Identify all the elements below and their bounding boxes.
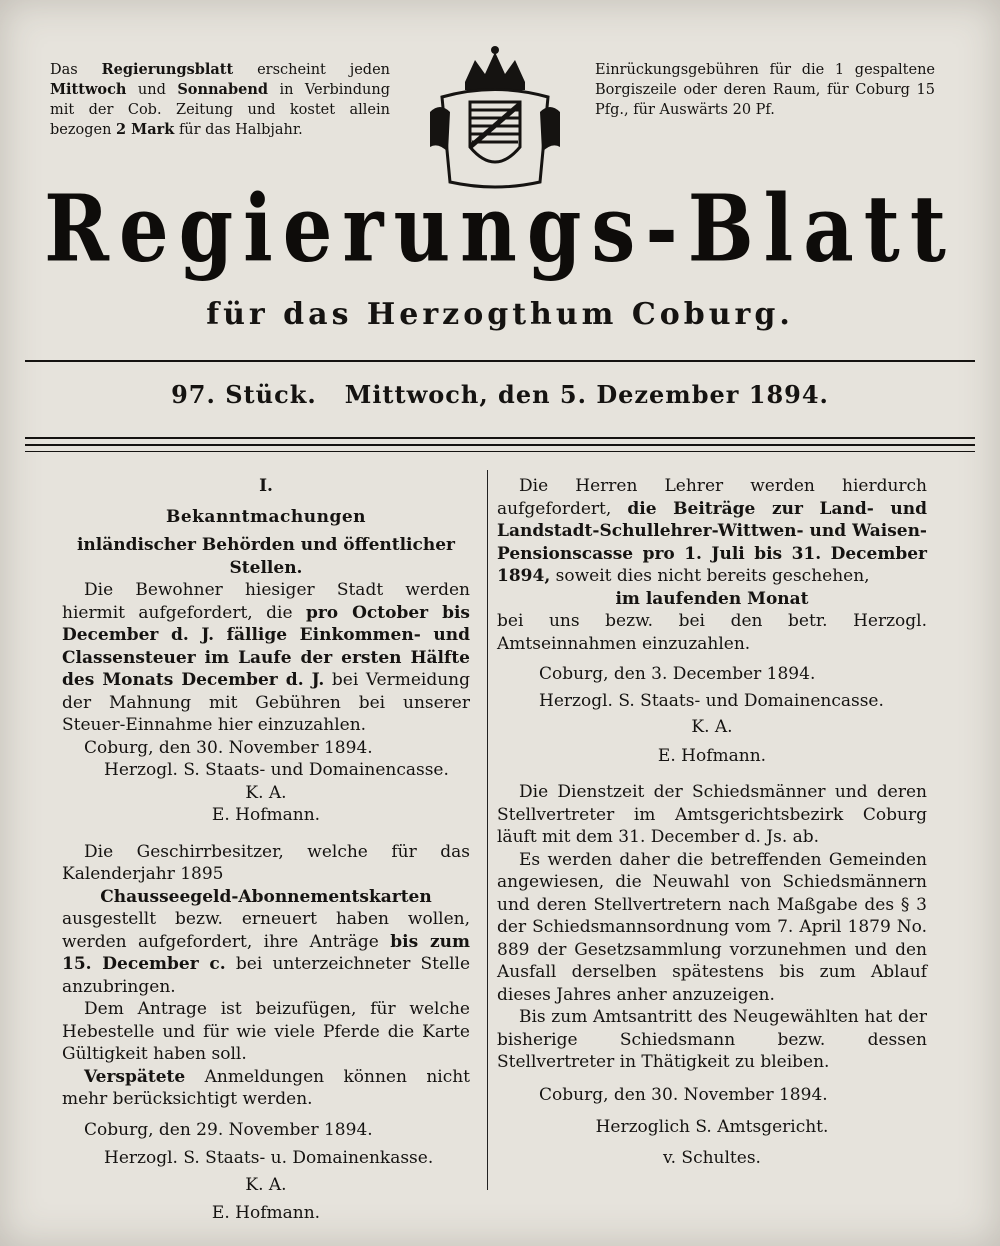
ducal-crest-icon — [420, 42, 570, 192]
notice-arbitrators-date: Coburg, den 30. November 1894. — [539, 1084, 828, 1105]
notice-toll-date: Coburg, den 29. November 1894. — [84, 1119, 373, 1140]
notice-arbitrators-text-2: Es werden daher die betreffenden Gemeinden angewiesen, die Neuwahl von Schiedsmännern und deren Stellvertretern nach Maßgabe des § 3 der Schiedsmannsordnung vom 7. April 1879 No. 889 der Gesetzsammlung vorzunehmen und den Ausfall derselben spätestens bis zum Ablauf dieses Jahres anher anzuzeigen. — [497, 849, 927, 1005]
subscription-info — [50, 60, 390, 140]
notice-teachers-body — [497, 475, 927, 588]
header-left-text-7: in Verbindung mit der Cob. Zeitung und kostet allein bezogen — [50, 82, 390, 138]
notice-toll-body — [62, 841, 470, 886]
notice-teachers-abbr: K. A. — [691, 717, 733, 737]
notice-teachers-text-2: die Beiträge zur Land- und Landstadt-Schullehrer-Wittwen- und Waisen-Pensionscasse pro 1. Juli bis 31. December 1894, — [497, 498, 928, 586]
divider-rule — [25, 444, 975, 446]
notice-toll-signature: E. Hofmann. — [211, 1203, 321, 1223]
notice-toll-abbr: K. A. — [245, 1174, 287, 1195]
header-left-text-8: 2 Mark — [116, 121, 175, 138]
notice-tax-office: Herzogl. S. Staats- und Domainencasse. — [104, 760, 449, 780]
header-left-text-9: für das Halbjahr. — [178, 122, 303, 138]
notice-toll-text-5: bei unterzeichneter Stelle anzubringen. — [62, 954, 471, 997]
notice-tax-body — [62, 579, 470, 737]
spacer — [62, 827, 470, 841]
header-left-text-4: Mittwoch — [50, 81, 127, 98]
notice-toll-text-7: Verspätete — [84, 1066, 186, 1087]
notice-teachers-emphasis: im laufenden Monat — [615, 588, 809, 609]
notice-toll-text-3: ausgestellt bezw. erneuert haben wollen, werden aufgefordert, ihre Anträge — [62, 909, 470, 952]
notice-toll-text-1: Die Geschirrbesitzer, welche für das Kalenderjahr 1895 — [62, 841, 470, 884]
notice-toll-late — [62, 1066, 470, 1111]
notice-tax-text-1: Die Bewohner hiesiger Stadt werden hiermit aufgefordert, die — [62, 580, 470, 623]
notice-teachers-office: Herzogl. S. Staats- und Domainencasse. — [539, 690, 884, 711]
notice-toll-text-8: Anmeldungen können nicht mehr berücksichtigt werden. — [62, 1066, 471, 1109]
notice-tax-signature: E. Hofmann. — [211, 805, 321, 825]
header-left-text-5: und — [137, 82, 166, 98]
section-number: I. — [259, 476, 273, 496]
notice-teachers-date: Coburg, den 3. December 1894. — [539, 664, 816, 684]
divider-rule — [25, 360, 975, 362]
spacer — [497, 767, 927, 781]
notice-tax-text-2: pro October bis December d. J. fällige Einkommen- und Classensteuer im Laufe der ersten Hälfte des Monats December d. J. — [62, 602, 470, 690]
notice-arbitrators-signature: v. Schultes. — [663, 1147, 761, 1168]
header-left-text-3: erscheint jeden — [257, 62, 390, 78]
notice-teachers-text-5: bei uns bezw. bei den betr. Herzogl. Amtseinnahmen einzuzahlen. — [497, 611, 927, 654]
header-left-text-2: Regierungsblatt — [101, 61, 234, 78]
notice-arbitrators-text-1: Die Dienstzeit der Schiedsmänner und deren Stellvertreter im Amtsgerichtsbezirk Coburg läuft mit dem 31. December d. Js. ab. — [497, 782, 927, 847]
notice-teachers-text-1: Die Herren Lehrer werden hierdurch aufgefordert, — [497, 476, 927, 519]
notice-teachers-signature: E. Hofmann. — [657, 745, 767, 766]
advertising-rates — [595, 60, 935, 120]
notice-toll-heading: Chausseegeld-Abonnementskarten — [100, 886, 432, 907]
notice-tax-abbr: K. A. — [245, 782, 287, 803]
header-right-text: Einrückungsgebühren für die 1 gespaltene Borgiszeile oder deren Raum, für Coburg 15 Pfg., für Auswärts 20 Pf. — [595, 62, 935, 118]
divider-rule — [25, 437, 975, 439]
notice-arbitrators-text-3: Bis zum Amtsantritt des Neugewählten hat der bisherige Schiedsmann bezw. dessen Stellvertreter in Thätigkeit zu bleiben. — [497, 1007, 927, 1072]
right-column — [497, 475, 927, 1169]
masthead-title: Regierungs-Blatt — [44, 175, 956, 284]
header-left-text-1: Das — [50, 62, 78, 78]
notice-teachers-text-3: soweit dies nicht bereits geschehen, — [555, 566, 870, 586]
column-divider — [487, 470, 488, 1190]
notice-tax-date: Coburg, den 30. November 1894. — [84, 737, 373, 758]
notice-tax-text-3: bei Vermeidung der Mahnung mit Gebühren bei unserer Steuer-Einnahme hier einzuzahlen. — [62, 670, 471, 735]
notice-toll-body-2 — [62, 908, 470, 998]
masthead-subtitle: für das Herzogthum Coburg. — [206, 297, 794, 332]
notice-arbitrators-office: Herzoglich S. Amtsgericht. — [595, 1117, 829, 1137]
notice-toll-office: Herzogl. S. Staats- u. Domainenkasse. — [104, 1148, 434, 1168]
left-column — [62, 475, 470, 1225]
issue-line: 97. Stück. Mittwoch, den 5. Dezember 1894. — [171, 380, 829, 409]
section-heading: Bekanntmachungen — [165, 506, 367, 527]
header-left-text-6: Sonnabend — [177, 81, 268, 98]
notice-toll-text-6: Dem Antrage ist beizufügen, für welche Hebestelle und für wie viele Pferde die Karte Gültigkeit haben soll. — [62, 999, 470, 1064]
notice-toll-text-4: bis zum 15. December c. — [62, 931, 471, 974]
divider-rule — [25, 451, 975, 452]
section-subheading: inländischer Behörden und öffentlicher Stellen. — [76, 535, 456, 578]
